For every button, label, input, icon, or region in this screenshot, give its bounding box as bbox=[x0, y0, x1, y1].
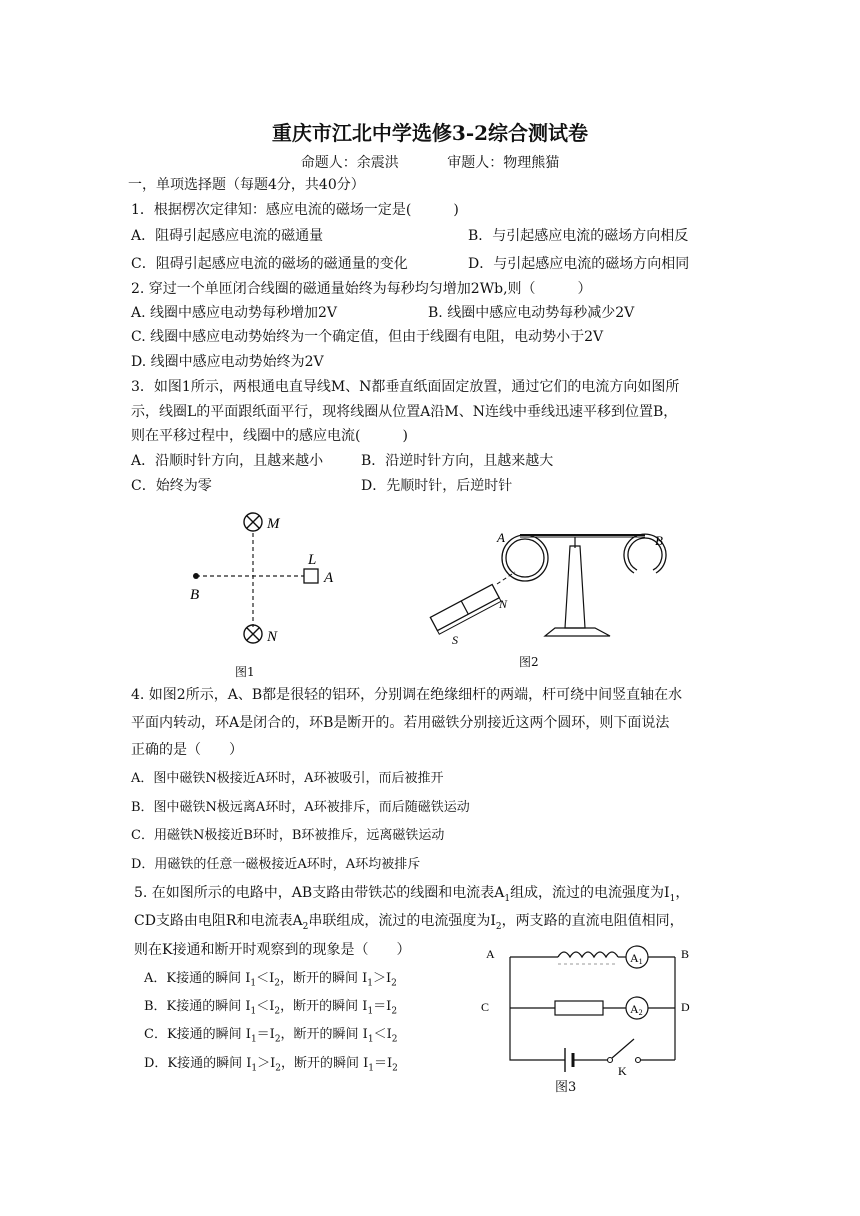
ammeter-a1 bbox=[626, 946, 648, 968]
label-l: L bbox=[308, 552, 317, 568]
q4-option-b: B．图中磁铁N极远离A环时，A环被排斥，而后随磁铁运动 bbox=[131, 800, 470, 815]
q1-option-b: B．与引起感应电流的磁场方向相反 bbox=[468, 228, 689, 244]
reviewer: 审题人：物理熊猫 bbox=[447, 155, 560, 171]
section-heading: 一，单项选择题（每题4分，共40分） bbox=[128, 177, 365, 193]
battery bbox=[565, 1048, 573, 1072]
figure-2-caption: 图2 bbox=[519, 655, 539, 669]
q3-option-a: A．沿顺时针方向，且越来越小 bbox=[131, 453, 324, 469]
figure-3-circuit bbox=[470, 935, 700, 1078]
q5-line3: 则在K接通和断开时观察到的现象是（ ） bbox=[134, 942, 411, 958]
q1-option-a: A．阻碍引起感应电流的磁通量 bbox=[131, 228, 324, 244]
bar-magnet bbox=[430, 585, 501, 635]
figure-1-caption: 图1 bbox=[235, 665, 255, 679]
q4-line2: 平面内转动，环A是闭合的，环B是断开的。若用磁铁分别接近这两个圆环，则下面说法 bbox=[131, 715, 670, 731]
q4-line3: 正确的是（ ） bbox=[131, 742, 243, 758]
point-b-dot bbox=[193, 573, 199, 579]
label-ring-b: B bbox=[655, 533, 663, 548]
wire-n-cross-icon bbox=[244, 625, 262, 643]
q3-line1: 3．如图1所示，两根通电直导线M、N都垂直纸面固定放置，通过它们的电流方向如图所 bbox=[131, 379, 680, 395]
inductor-coil bbox=[558, 952, 618, 964]
page-title: 重庆市江北中学选修3-2综合测试卷 bbox=[271, 121, 589, 145]
label-node-c: C bbox=[481, 1000, 490, 1014]
svg-text:A1: A1 bbox=[630, 951, 643, 966]
q4-option-a: A．图中磁铁N极接近A环时，A环被吸引，而后被推开 bbox=[131, 771, 444, 786]
q1-option-c: C．阻碍引起感应电流的磁场的磁通量的变化 bbox=[131, 256, 408, 272]
q2-stem: 2. 穿过一个单匝闭合线圈的磁通量始终为每秒均匀增加2Wb,则（ ） bbox=[131, 281, 592, 297]
wire-m-cross-icon bbox=[244, 513, 262, 531]
q2-option-a: A. 线圈中感应电动势每秒增加2V bbox=[131, 305, 338, 321]
label-ring-a: A bbox=[497, 530, 505, 545]
label-m: M bbox=[267, 516, 280, 532]
label-n: N bbox=[267, 629, 278, 645]
ring-a-closed bbox=[502, 535, 548, 581]
q3-option-b: B．沿逆时针方向，且越来越大 bbox=[361, 453, 554, 469]
label-node-b: B bbox=[681, 947, 690, 961]
q5-option-c: C．K接通的瞬间 $I_1=I_2$，断开的瞬间 $I_1<I_2$ bbox=[144, 1027, 398, 1045]
figure-3-caption: 图3 bbox=[555, 1080, 577, 1095]
author-line bbox=[0, 152, 860, 172]
q4-option-c: C．用磁铁N极接近B环时，B环被推斥，远离磁铁运动 bbox=[131, 828, 445, 843]
figure-1 bbox=[180, 505, 360, 655]
label-b: B bbox=[190, 587, 200, 603]
q4-option-d: D．用磁铁的任意一磁极接近A环时，A环均被排斥 bbox=[131, 857, 421, 872]
setter: 命题人：余震洪 bbox=[300, 155, 399, 171]
switch-k bbox=[608, 1039, 641, 1063]
q3-line2: 示，线圈L的平面跟纸面平行，现将线圈从位置A沿M、N连线中垂线迅速平移到位置B， bbox=[131, 404, 678, 420]
label-a: A bbox=[324, 570, 334, 586]
q1-stem: 1．根据楞次定律知：感应电流的磁场一定是( ) bbox=[131, 202, 459, 218]
q5-line2: CD支路由电阻R和电流表$A_2$串联组成，流过的电流强度为$I_2$，两支路的直流电阻值相同， bbox=[134, 913, 684, 932]
q5-option-b: B．K接通的瞬间 $I_1<I_2$，断开的瞬间 $I_1=I_2$ bbox=[144, 999, 398, 1017]
q1-option-d: D．与引起感应电流的磁场方向相同 bbox=[468, 256, 690, 272]
q3-line3: 则在平移过程中，线圈中的感应电流( ) bbox=[131, 428, 408, 444]
label-magnet-n: N bbox=[499, 597, 508, 611]
figure-2 bbox=[415, 518, 685, 648]
label-switch-k: K bbox=[618, 1064, 627, 1078]
stand bbox=[545, 537, 610, 636]
q2-option-b: B. 线圈中感应电动势每秒减少2V bbox=[428, 305, 635, 321]
q3-option-d: D．先顺时针，后逆时针 bbox=[361, 478, 513, 494]
resistor-r bbox=[555, 1001, 603, 1015]
ammeter-a2 bbox=[626, 997, 648, 1019]
q5-option-a: A．K接通的瞬间 $I_1<I_2$，断开的瞬间 $I_1>I_2$ bbox=[144, 971, 397, 989]
label-node-d: D bbox=[681, 1000, 690, 1014]
coil-l-square bbox=[304, 569, 318, 583]
q2-option-d: D. 线圈中感应电动势始终为2V bbox=[131, 354, 324, 370]
q3-option-c: C．始终为零 bbox=[131, 478, 212, 494]
label-node-a: A bbox=[486, 947, 495, 961]
q2-option-c: C. 线圈中感应电动势始终为一个确定值，但由于线圈有电阻，电动势小于2V bbox=[131, 329, 604, 345]
q5-option-d: D．K接通的瞬间 $I_1>I_2$，断开的瞬间 $I_1=I_2$ bbox=[144, 1056, 398, 1074]
q4-line1: 4. 如图2所示，A、B都是很轻的铝环，分别调在绝缘细杆的两端，杆可绕中间竖直轴在水 bbox=[131, 687, 683, 703]
label-magnet-s: S bbox=[452, 633, 458, 647]
svg-text:A2: A2 bbox=[630, 1002, 643, 1017]
q5-line1: 5. 在如图所示的电路中，AB支路由带铁芯的线圈和电流表$A_1$组成，流过的电流强度为$I_1$， bbox=[134, 885, 690, 904]
